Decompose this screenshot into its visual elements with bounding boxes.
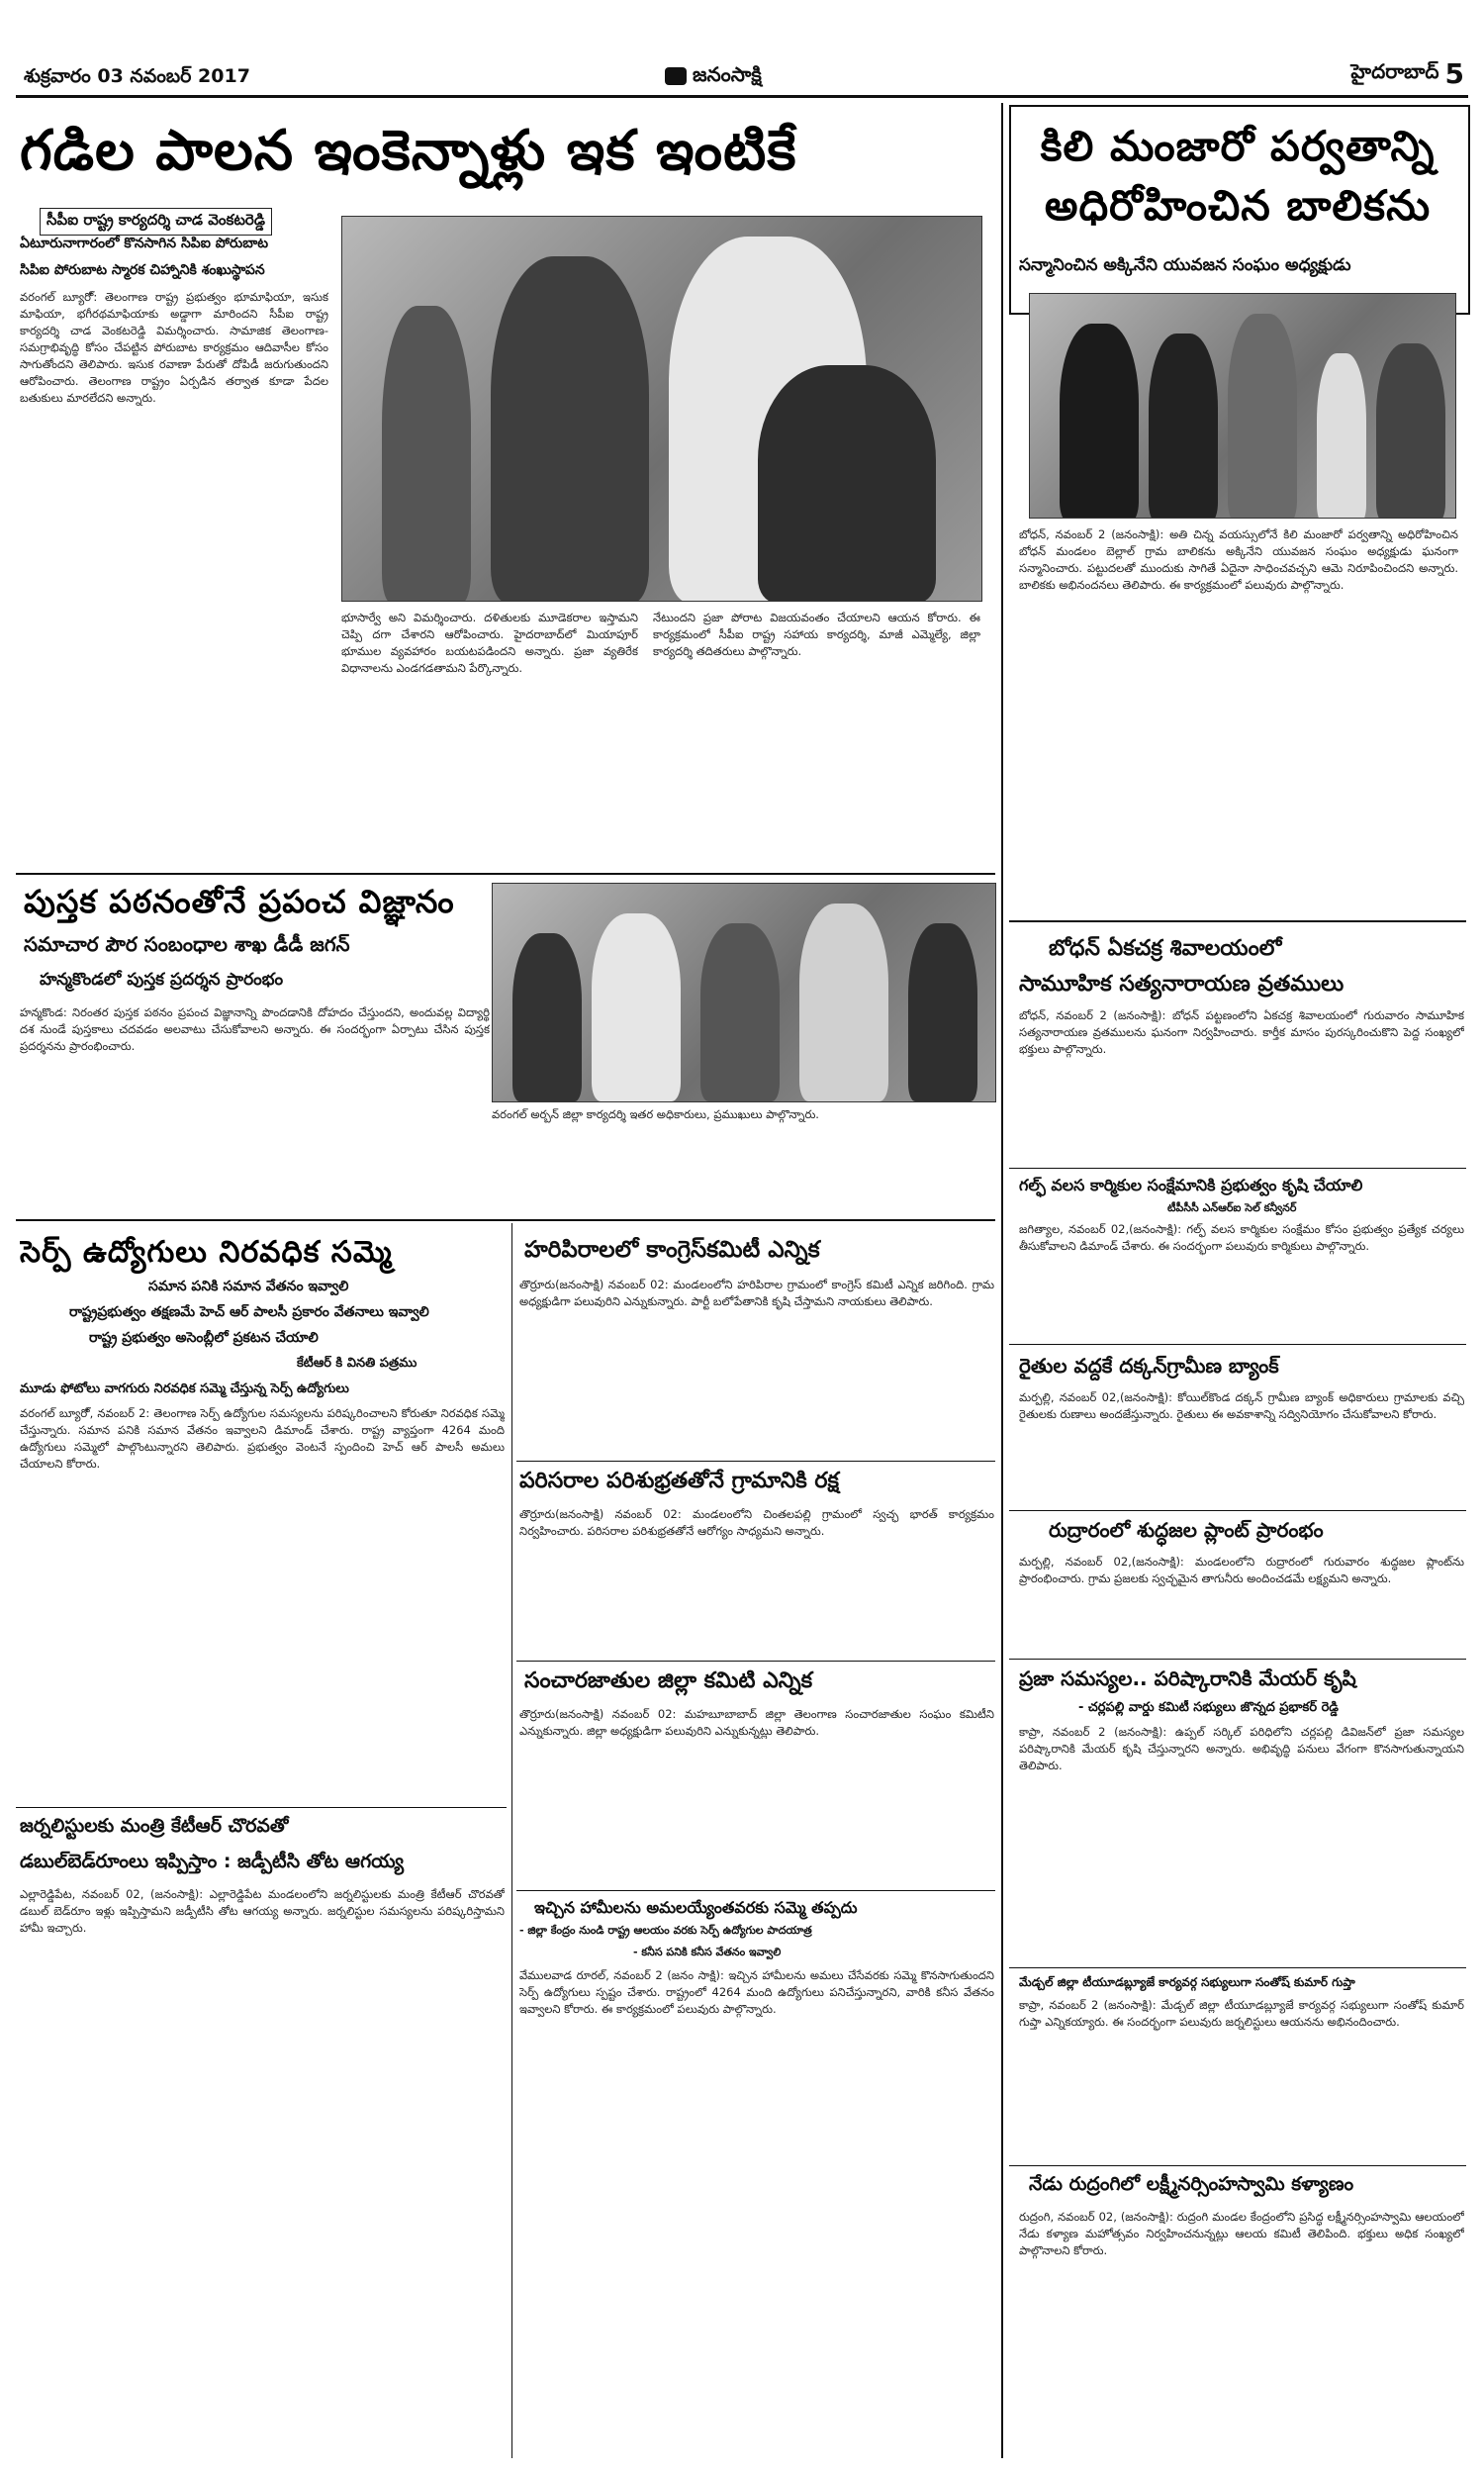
- story2-subhead: సన్మానించిన అక్కినేని యువజన సంఘం అధ్యక్షుడు: [1019, 255, 1351, 275]
- story12-headline2: డబుల్‌బెడ్‌రూంలు ఇప్పిస్తాం : జడ్పీటీసి తోట ఆగయ్య: [20, 1851, 405, 1872]
- story3-subhead2: హన్మకొండలో పుస్తక ప్రదర్శన ప్రారంభం: [40, 970, 284, 990]
- story8-body: కాప్రా, నవంబర్‌ 2 (జనంసాక్షి): ఉప్పల్‌ సర్కిల్‌ పరిధిలోని చర్లపల్లి డివిజన్‌లో ప్రజా సమస్యల పరిష్కారానికి మేయర్‌ కృషి చేస్తున్నారని అన్నారు. అభివృద్ధి పనులు వేగంగా కొనసాగుతున్నాయని తెలిపారు.: [1019, 1725, 1464, 1772]
- story1-kicker2: ఏటూరునాగారంలో కొనసాగిన సిపిఐ పోరుబాట: [20, 236, 269, 251]
- story7-body: మర్పల్లి, నవంబర్‌ 02,(జనంసాక్షి): మండలంలోని రుద్రారంలో గురువారం శుద్ధజల ప్లాంట్‌ను ప్రారంభించారు. గ్రామ ప్రజలకు స్వచ్ఛమైన తాగునీరు అందించడమే లక్ష్యమని అన్నారు.: [1019, 1555, 1464, 1585]
- story1-kicker1: సీపీఐ రాష్ట్ర కార్యదర్శి చాడ వెంకటరెడ్డి: [40, 208, 272, 236]
- story6-rule: [1009, 1510, 1466, 1511]
- story7-headline: రుద్రారంలో శుద్ధజల ప్లాంట్ ప్రారంభం: [1049, 1518, 1324, 1542]
- story3-body: హన్మకొండ: నిరంతర పుస్తక పఠనం ప్రపంచ విజ్ఞానాన్ని పొందడానికి దోహదం చేస్తుందని, అందువల్ల విద్యార్థి దశ నుండే పుస్తకాలు చదవడం అలవాటు చేసుకోవాలని అన్నారు. ఈ సందర్భంగా ఏర్పాటు చేసిన పుస్తక ప్రదర్శనను ప్రారంభించారు.: [20, 1005, 490, 1053]
- story11-sub5: మూడు ఫోటోలు వాగగురు నిరవధిక సమ్మె చేస్తున్న సెర్ప్ ఉద్యోగులు: [20, 1381, 349, 1396]
- masthead: [665, 61, 762, 91]
- story1-body-left: వరంగల్‌ బ్యూరో్: తెలంగాణ రాష్ట్ర ప్రభుత్వం భూమాఫియా, ఇసుక మాఫియా, భగీరథమాఫియాకు అడ్డాగా మారిందని సీపీఐ రాష్ట్ర కార్యదర్శి చాడ వెంకటరెడ్డి విమర్శించారు. సామాజిక తెలంగాణ-సమగ్రాభివృద్ధి కోసం చేపట్టిన పోరుబాట కార్యక్రమం ఆదివాసీల కోసం సాగుతోందని తెలిపారు. ఇసుక రవాణా పేరుతో దోపిడీ జరుగుతుందని ఆరోపించారు. తెలంగాణ రాష్ట్రం ఏర్పడిన తర్వాత కూడా పేదల బతుకులు మారలేదని అన్నారు.: [20, 290, 328, 405]
- story5-rule: [1009, 1344, 1466, 1345]
- header-rule: [16, 95, 1468, 98]
- story11-rule: [16, 1807, 507, 1808]
- issue-date: శుక్రవారం 03 నవంబర్ 2017: [24, 65, 250, 87]
- story3-headline: పుస్తక పఠనంతోనే ప్రపంచ విజ్ఞానం: [24, 883, 455, 920]
- masthead-logo-icon: [665, 67, 687, 85]
- story14-headline: పరిసరాల పరిశుభ్రతతోనే గ్రామానికి రక్ష: [519, 1469, 839, 1493]
- story12-headline: జర్నలిస్టులకు మంత్రి కేటీఆర్ చొరవతో: [20, 1815, 289, 1837]
- story6-body: మర్పల్లి, నవంబర్‌ 02,(జనంసాక్షి): కోయిల్‌కొండ దక్కన్‌ గ్రామీణ బ్యాంక్‌ అధికారులు గ్రామాలకు వచ్చి రైతులకు రుణాలు అందజేస్తున్నారు. రైతులు ఈ అవకాశాన్ని సద్వినియోగం చేసుకోవాలని కోరారు.: [1019, 1390, 1464, 1421]
- story13-rule: [516, 1461, 995, 1462]
- story11-sub1: సమాన పనికి సమాన వేతనం ఇవ్వాలి: [148, 1279, 349, 1294]
- story9-headline: మేడ్చల్ జిల్లా టీయూడబ్ల్యూజే కార్యవర్గ సభ్యులుగా సంతోష్ కుమార్ గుప్తా: [1019, 1975, 1355, 1989]
- story16-body: వేములవాడ రూరల్‌, నవంబర్‌ 2 (జనం సాక్షి): ఇచ్చిన హామీలను అమలు చేసేవరకు సమ్మె కొనసాగుతుందని సెర్ప్‌ ఉద్యోగులు స్పష్టం చేశారు. రాష్ట్రంలో 4264 మంది ఉద్యోగులు పనిచేస్తున్నారని, వారికి కనీస వేతనం ఇవ్వాలని కోరారు. ఈ కార్యక్రమంలో పలువురు పాల్గొన్నారు.: [519, 1968, 994, 2016]
- story16-headline: ఇచ్చిన హామీలను అమలయ్యేంతవరకు సమ్మె తప్పదు: [534, 1898, 858, 1917]
- story8-rule: [1009, 1967, 1466, 1968]
- story1-body-mid: భూసార్వే అని విమర్శించారు. దళితులకు మూడెకరాల ఇస్తామని చెప్పి దగా చేశారని ఆరోపించారు. హైదరాబాద్‌లో మియాపూర్‌ భూముల వ్యవహారం బయటపడిందని అన్నారు. ప్రజా వ్యతిరేక విధానాలను ఎండగడతామని పేర్కొన్నారు.: [341, 611, 638, 675]
- story15-rule: [516, 1890, 995, 1891]
- story2-body: బోధన్‌, నవంబర్‌ 2 (జనంసాక్షి): అతి చిన్న వయస్సులోనే కిలి మంజారో పర్వతాన్ని అధిరోహించిన బోధన్‌ మండలం బెల్లాల్‌ గ్రామ బాలికను అక్కినేని యువజన సంఘం అధ్యక్షుడు ఘనంగా సన్మానించారు. పట్టుదలతో ముందుకు సాగితే ఏదైనా సాధించవచ్చని ఆమె నిరూపించిందని అన్నారు. బాలికకు అభినందనలు తెలిపారు. ఈ కార్యక్రమంలో పలువురు పాల్గొన్నారు.: [1019, 527, 1458, 592]
- story4-headline: బోధన్ ఏకచక్ర శివాలయంలో: [1049, 936, 1282, 961]
- story10-headline: నేడు రుద్రంగిలో లక్ష్మీనర్సింహస్వామి కళ్యాణం: [1029, 2173, 1354, 2195]
- story1-bottom-rule: [16, 873, 995, 875]
- story16-sub2: - కనీస పనికి కనీస వేతనం ఇవ్వాలి: [633, 1946, 782, 1958]
- story3-subhead1: సమాచార పౌర సంబంధాల శాఖ డీడీ జగన్: [24, 932, 350, 956]
- masthead-title: జనంసాక్షి: [693, 61, 762, 86]
- story8-headline: ప్రజా సమస్యల.. పరిష్కారానికి మేయర్ కృషి: [1019, 1666, 1356, 1690]
- story2-photo: [1029, 293, 1456, 519]
- story2-bottom-rule: [1009, 920, 1466, 922]
- story5-headline: గల్ఫ్ వలస కార్మికుల సంక్షేమానికి ప్రభుత్వం కృషి చేయాలి: [1019, 1176, 1363, 1194]
- story11-sub4: కేటీఆర్ కి వినతి పత్రము: [297, 1356, 417, 1371]
- column-rule-right: [1001, 103, 1003, 2458]
- story5-body: జగిత్యాల, నవంబర్‌ 02,(జనంసాక్షి): గల్ఫ్‌ వలస కార్మికుల సంక్షేమం కోసం ప్రభుత్వం ప్రత్యేక చర్యలు తీసుకోవాలని డిమాండ్‌ చేశారు. ఈ సందర్భంగా పలువురు కార్మికులు పాల్గొన్నారు.: [1019, 1222, 1464, 1253]
- story3-bottom-rule: [16, 1219, 995, 1221]
- story11-body: వరంగల్‌ బ్యూరో్, నవంబర్‌ 2: తెలంగాణ సెర్ప్‌ ఉద్యోగుల సమస్యలను పరిష్కరించాలని కోరుతూ నిరవధిక సమ్మె చేస్తున్నారు. సమాన పనికి సమాన వేతనం ఇవ్వాలని డిమాండ్‌ చేశారు. రాష్ట్ర వ్యాప్తంగా 4264 మంది ఉద్యోగులు సమ్మెలో పాల్గొంటున్నారని తెలిపారు. ప్రభుత్వం వెంటనే స్పందించి హెచ్‌ ఆర్‌ పాలసీ అమలు చేయాలని కోరారు.: [20, 1406, 505, 1471]
- story10-body: రుద్రంగి, నవంబర్‌ 02, (జనంసాక్షి): రుద్రంగి మండల కేంద్రంలోని ప్రసిద్ధ లక్ష్మీనర్సింహస్వామి ఆలయంలో నేడు కళ్యాణ మహోత్సవం నిర్వహించనున్నట్లు ఆలయ కమిటీ తెలిపింది. భక్తులు అధిక సంఖ్యలో పాల్గొనాలని కోరారు.: [1019, 2210, 1464, 2257]
- page-header-right: [1350, 57, 1464, 90]
- story4-body: బోధన్‌, నవంబర్‌ 2 (జనంసాక్షి): బోధన్‌ పట్టణంలోని ఏకచక్ర శివాలయంలో గురువారం సామూహిక సత్యనారాయణ వ్రతములను ఘనంగా నిర్వహించారు. కార్తీక మాసం పురస్కరించుకొని పెద్ద సంఖ్యలో భక్తులు పాల్గొన్నారు.: [1019, 1008, 1464, 1056]
- story16-sub1: - జిల్లా కేంద్రం నుండి రాష్ట్ర ఆలయం వరకు సెర్ప్ ఉద్యోగుల పాదయాత్ర: [519, 1924, 812, 1937]
- column-rule-middle: [511, 1223, 512, 2458]
- story1-headline: గడిల పాలన ఇంకెన్నాళ్లు ఇక ఇంటికే: [20, 119, 797, 183]
- story3-photo: [492, 883, 996, 1102]
- story15-body: తొర్రూరు(జనంసాక్షి) నవంబర్‌ 02: మహబూబాబాద్‌ జిల్లా తెలంగాణ సంచారజాతుల సంఘం కమిటీని ఎన్నుకున్నారు. జిల్లా అధ్యక్షుడిగా పలువురిని ఎన్నుకున్నట్లు తెలిపారు.: [519, 1707, 994, 1738]
- story2-headline: కిలి మంజారో పర్వతాన్ని అధిరోహించిన బాలికను: [1040, 122, 1436, 230]
- story11-sub2: రాష్ట్రప్రభుత్వం తక్షణమే హెచ్ ఆర్ పాలసీ ప్రకారం వేతనాలు ఇవ్వాలి: [69, 1304, 429, 1320]
- story6-headline: రైతుల వద్దకే దక్కన్‌గ్రామీణ బ్యాంక్: [1019, 1354, 1279, 1378]
- story4-rule: [1009, 1168, 1466, 1169]
- story14-body: తొర్రూరు(జనంసాక్షి) నవంబర్‌ 02: మండలంలోని చింతలపల్లి గ్రామంలో స్వచ్ఛ భారత్‌ కార్యక్రమం నిర్వహించారు. పరిసరాల పరిశుభ్రతతోనే ఆరోగ్యం సాధ్యమని అన్నారు.: [519, 1507, 994, 1538]
- story13-headline: హరిపిరాలలో కాంగ్రెస్‌కమిటీ ఎన్నిక: [524, 1237, 820, 1263]
- page-number: 5: [1444, 57, 1464, 90]
- city-name: హైదరాబాద్: [1350, 59, 1439, 83]
- story13-body: తొర్రూరు(జనంసాక్షి) నవంబర్‌ 02: మండలంలోని హరిపిరాల గ్రామంలో కాంగ్రెస్‌ కమిటీ ఎన్నిక జరిగింది. గ్రామ అధ్యక్షుడిగా పలువురిని ఎన్నుకున్నారు. పార్టీ బలోపేతానికి కృషి చేస్తామని నాయకులు తెలిపారు.: [519, 1278, 994, 1308]
- story14-rule: [516, 1661, 995, 1662]
- story12-body: ఎల్లారెడ్డిపేట, నవంబర్‌ 02, (జనంసాక్షి): ఎల్లారెడ్డిపేట మండలంలోని జర్నలిస్టులకు మంత్రి కేటీఆర్‌ చొరవతో డబుల్‌ బెడ్‌రూం ఇళ్లు ఇప్పిస్తామని జడ్పీటీసి తోట ఆగయ్య అన్నారు. జర్నలిస్టుల సమస్యలను పరిష్కరిస్తామని హామీ ఇచ్చారు.: [20, 1887, 505, 1935]
- story7-rule: [1009, 1659, 1466, 1660]
- story3-photo-caption: వరంగల్ అర్బన్ జిల్లా కార్యదర్శి ఇతర అధికారులు, ప్రముఖులు పాల్గొన్నారు.: [492, 1107, 819, 1121]
- story11-sub3: రాష్ట్ర ప్రభుత్వం అసెంబ్లీలో ప్రకటన చేయాలి: [89, 1330, 319, 1346]
- story1-kicker3: సిపిఐ పోరుబాట స్మారక చిహ్నానికి శంఖుస్థాపన: [20, 262, 265, 278]
- story1-photo: [341, 216, 982, 602]
- story15-headline: సంచారజాతుల జిల్లా కమిటి ఎన్నిక: [524, 1668, 813, 1693]
- story8-subhead: - చర్లపల్లి వార్డు కమిటీ సభ్యులు జొన్నద ప్రభాకర్ రెడ్డి: [1078, 1700, 1339, 1715]
- story5-byline: టీపీసీసీ ఎన్ఆర్ఐ సెల్ కన్వీనర్: [1167, 1201, 1297, 1214]
- story9-rule: [1009, 2165, 1466, 2166]
- story4-headline2: సామూహిక సత్యనారాయణ వ్రతములు: [1019, 972, 1345, 997]
- story1-body-right: నేటుందని ప్రజా పోరాట విజయవంతం చేయాలని ఆయన కోరారు. ఈ కార్యక్రమంలో సీపీఐ రాష్ట్ర సహాయ కార్యదర్శి, మాజీ ఎమ్మెల్యే, జిల్లా కార్యదర్శి తదితరులు పాల్గొన్నారు.: [653, 611, 980, 658]
- story9-body: కాప్రా, నవంబర్‌ 2 (జనంసాక్షి): మేడ్చల్‌ జిల్లా టీయూడబ్ల్యూజే కార్యవర్గ సభ్యులుగా సంతోష్‌ కుమార్‌ గుప్తా ఎన్నికయ్యారు. ఈ సందర్భంగా పలువురు జర్నలిస్టులు ఆయనను అభినందించారు.: [1019, 1998, 1464, 2029]
- story11-headline: సెర్ప్ ఉద్యోగులు నిరవధిక సమ్మె: [20, 1235, 393, 1270]
